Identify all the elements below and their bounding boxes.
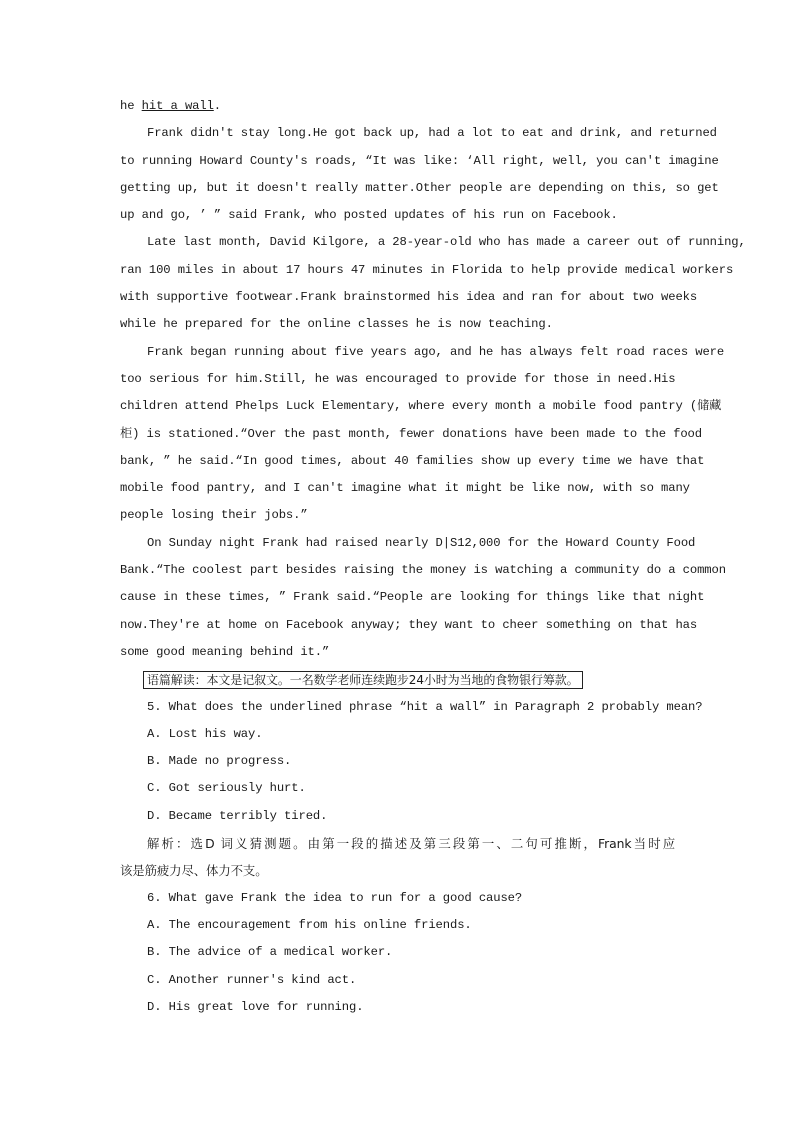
document-page [120, 93, 746, 1021]
underlined-phrase: hit a wall [141, 99, 214, 113]
option-c: C. Got seriously hurt. [147, 781, 306, 796]
explanation-line: 该是筋疲力尽、体力不支。 [120, 863, 268, 879]
paragraph-line: while he prepared for the online classes he is now teaching. [120, 317, 553, 332]
paragraph-3 [120, 229, 746, 338]
paragraph-line: bank, ” he said.“In good times, about 40 families show up every time we have that [120, 453, 705, 468]
option-b: B. Made no progress. [147, 754, 292, 769]
question-5 [120, 694, 703, 885]
passage-analysis-box: 语篇解读：本文是记叙文。一名数学老师连续跑步24小时为当地的食物银行筹款。 [143, 671, 583, 689]
paragraph-line: getting up, but it doesn't really matter.Other people are depending on this, so get [120, 180, 719, 195]
option-d: D. Became terribly tired. [147, 808, 328, 823]
paragraph-line: too serious for him.Still, he was encouraged to provide for those in need.His [120, 371, 676, 386]
p1-prefix: he [120, 99, 142, 113]
analysis-row [120, 666, 675, 693]
paragraph-line: cause in these times, ” Frank said.“People are looking for things like that night [120, 590, 705, 605]
option-a: A. The encouragement from his online friends. [147, 917, 472, 932]
paragraph-line: with supportive footwear.Frank brainstormed his idea and ran for about two weeks [120, 290, 698, 305]
option-d: D. His great love for running. [147, 999, 364, 1014]
paragraph-line: On Sunday night Frank had raised nearly D|S12,000 for the Howard County Food [147, 535, 696, 550]
paragraph-line: 柜) is stationed.“Over the past month, fewer donations have been made to the food [120, 426, 702, 441]
paragraph-line: people losing their jobs.” [120, 508, 308, 523]
explanation-line: 解析：选D 词义猜测题。由第一段的描述及第三段第一、二句可推断，Frank当时应 [147, 836, 675, 852]
paragraph-line: now.They're at home on Facebook anyway; they want to cheer something on that has [120, 617, 698, 632]
paragraph-line: children attend Phelps Luck Elementary, where every month a mobile food pantry (储藏 [120, 399, 722, 414]
question-stem: 5. What does the underlined phrase “hit a wall” in Paragraph 2 probably mean? [147, 699, 703, 714]
paragraph-line: Frank began running about five years ago, and he has always felt road races were [147, 344, 725, 359]
paragraph-line: up and go, ’ ” said Frank, who posted updates of his run on Facebook. [120, 208, 618, 223]
paragraph-5 [120, 530, 726, 666]
paragraph-line: Late last month, David Kilgore, a 28-year-old who has made a career out of running, [147, 235, 746, 250]
paragraph-line: Bank.“The coolest part besides raising the money is watching a community do a common [120, 563, 726, 578]
paragraph-1-tail [120, 93, 675, 120]
p1-suffix: . [213, 99, 222, 113]
question-6 [120, 885, 675, 1021]
paragraph-line: some good meaning behind it.” [120, 644, 330, 659]
paragraph-line: to running Howard County's roads, “It was like: ‘All right, well, you can't imagine [120, 153, 719, 168]
option-b: B. The advice of a medical worker. [147, 945, 393, 960]
paragraph-line: Frank didn't stay long.He got back up, had a lot to eat and drink, and returned [147, 126, 717, 141]
option-a: A. Lost his way. [147, 726, 263, 741]
paragraph-line: ran 100 miles in about 17 hours 47 minutes in Florida to help provide medical workers [120, 262, 734, 277]
paragraph-line: mobile food pantry, and I can't imagine what it might be like now, with so many [120, 481, 690, 496]
paragraph-2 [120, 120, 719, 229]
paragraph-4 [120, 339, 725, 530]
question-stem: 6. What gave Frank the idea to run for a good cause? [147, 890, 523, 905]
option-c: C. Another runner's kind act. [147, 972, 357, 987]
